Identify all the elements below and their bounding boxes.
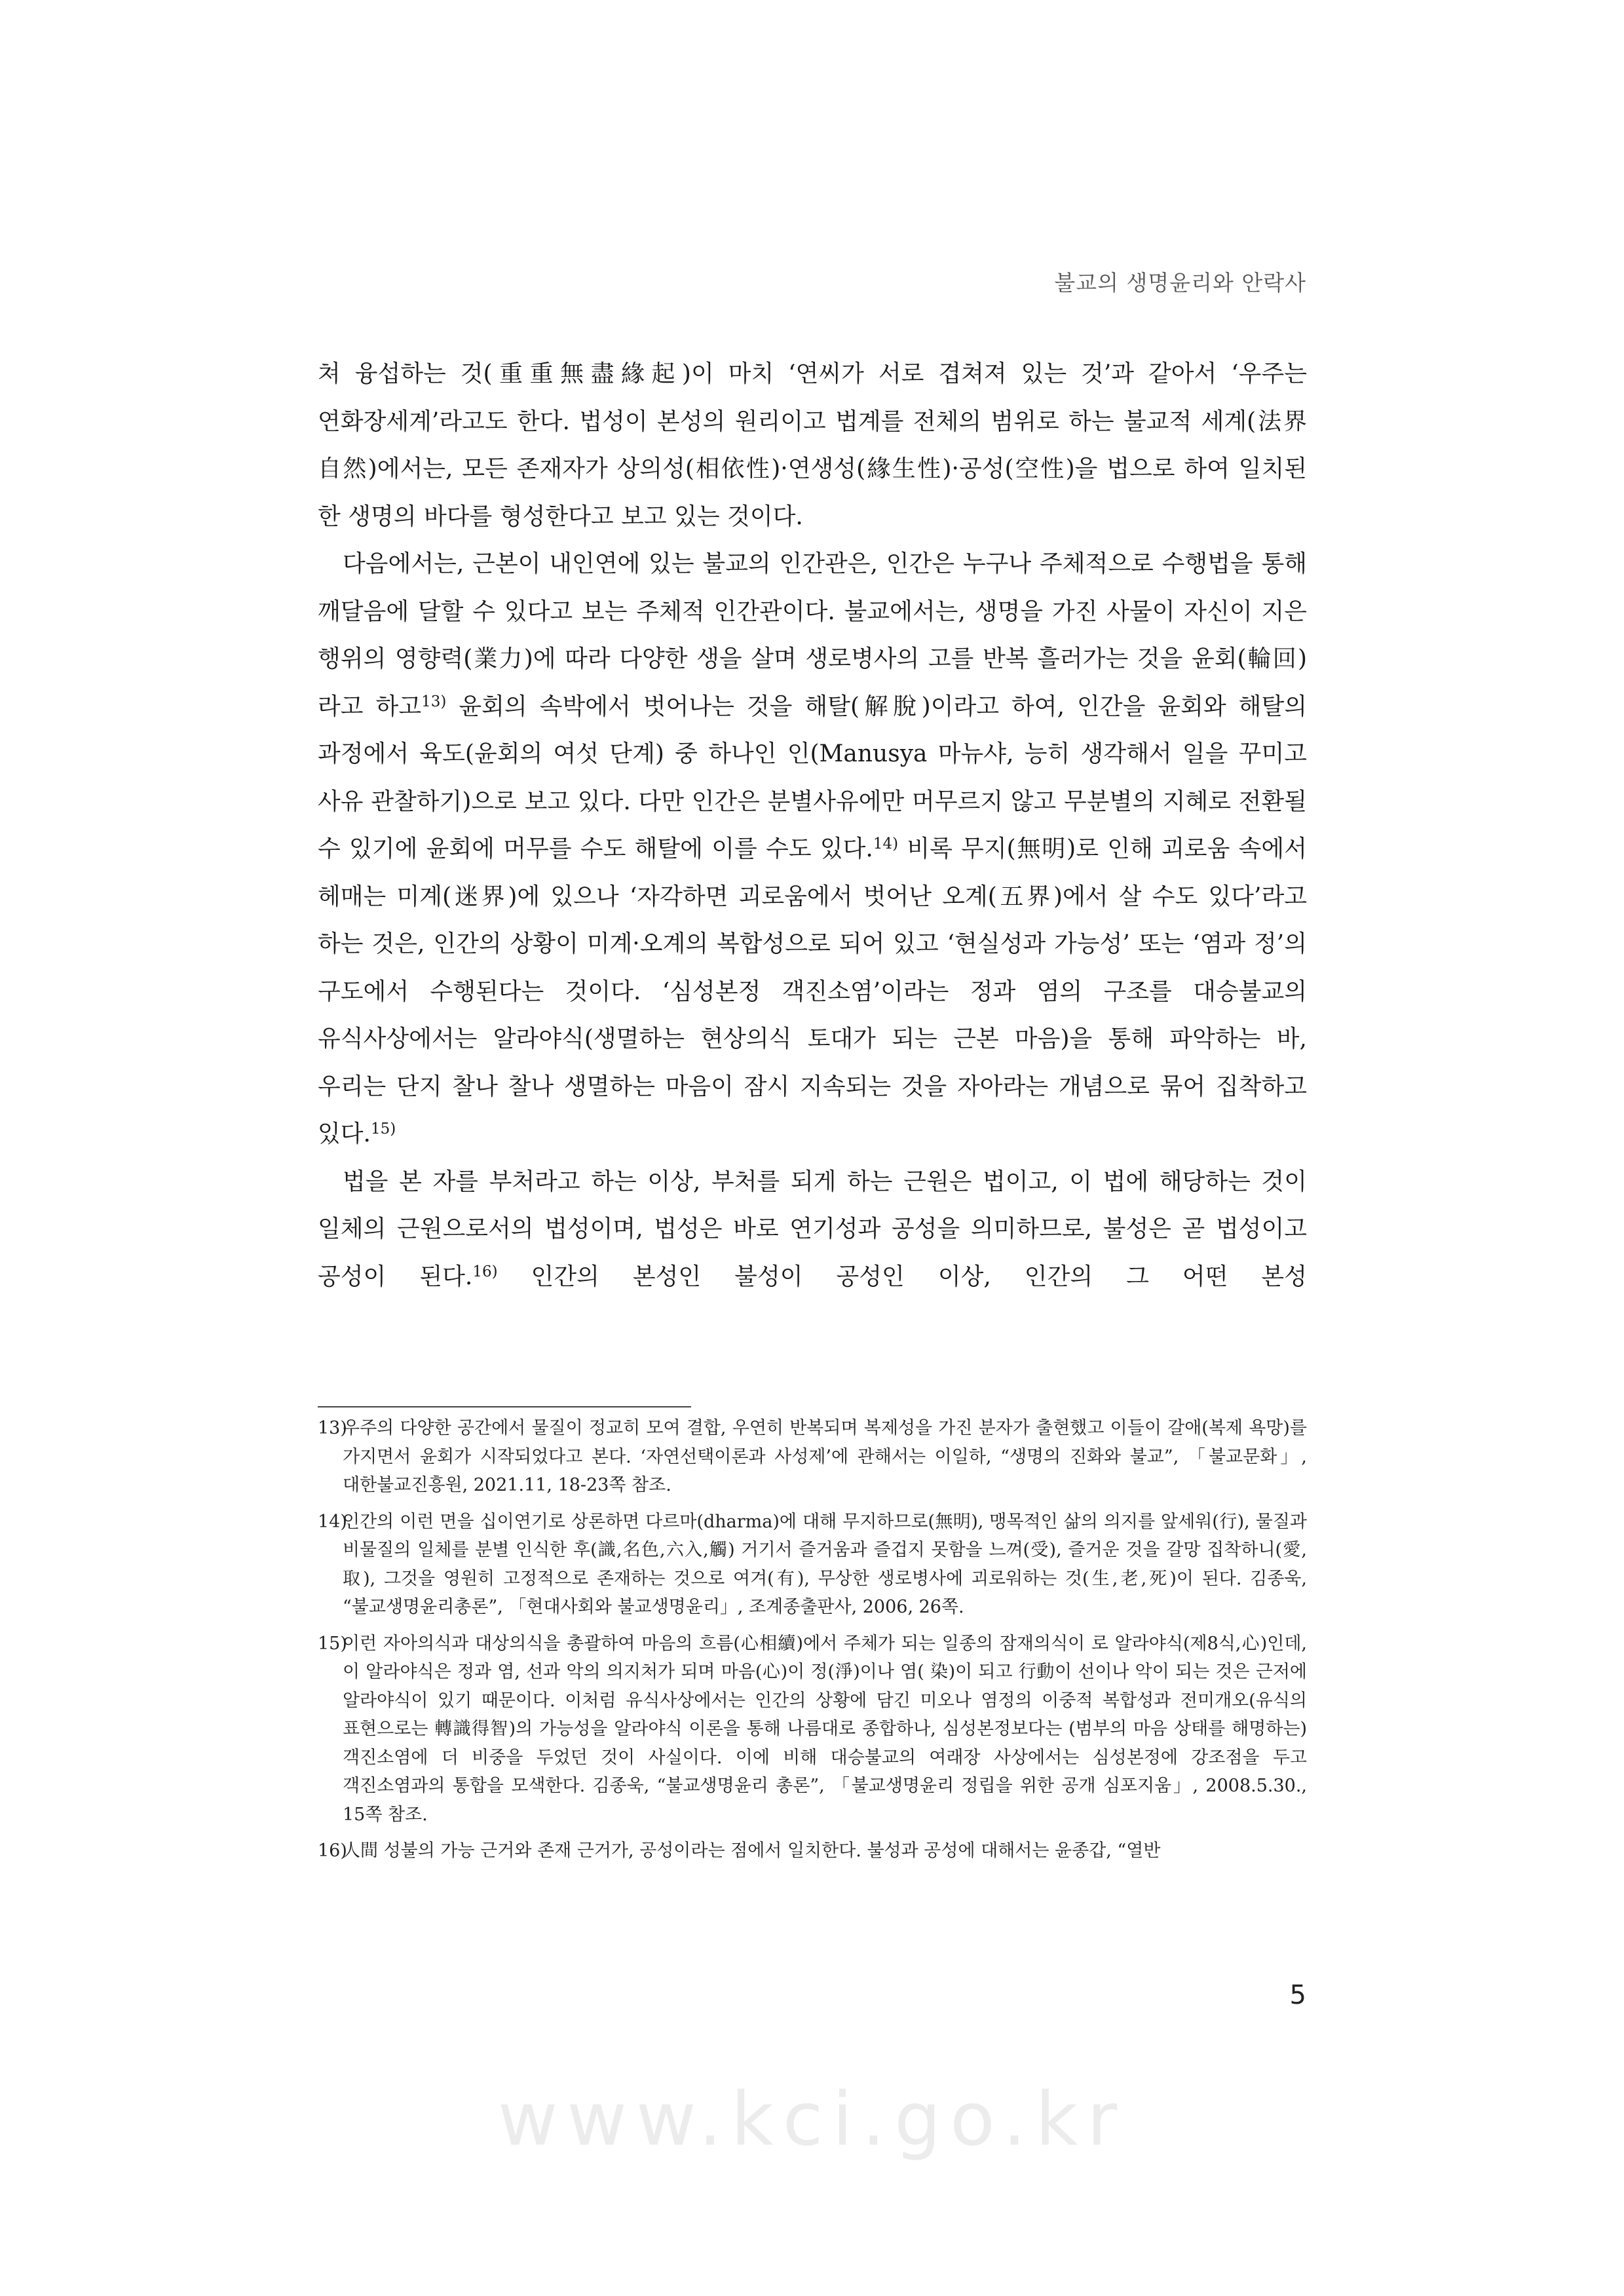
footnote-number: 16) xyxy=(318,1841,347,1861)
footnote-number: 15) xyxy=(318,1633,347,1654)
paragraph-3 xyxy=(318,1158,1307,1301)
footnote-ref-13[interactable]: 13) xyxy=(421,693,447,710)
watermark: www.kci.go.kr xyxy=(497,2077,1127,2162)
footnote-divider xyxy=(318,1406,691,1407)
footnote-15 xyxy=(318,1630,1307,1829)
footnote-text: 인간의 이런 면을 십이연기로 상론하면 다르마(dharma)에 대해 무지하므로(無明), 맹목적인 삶의 의지를 앞세워(行), 물질과 비물질의 일체를 분별 인식한 후(識,名色,六入,觸) 거기서 즐거움과 즐겁지 못함을 느껴(受), 즐거운 것을 갈망 집착하니(愛,取), 그것을 영원히 고정적으로 존재하는 것으로 여겨(有), 무상한 생로병사에 괴로워하는 것(生,老,死)이 된다. 김종욱, “불교생명윤리총론”, 「현대사회와 불교생명윤리」, 조계종출판사, 2006, 26쪽. xyxy=(343,1511,1307,1617)
paragraph-2-part-c: 비록 무지(無明)로 인해 괴로움 속에서 헤매는 미계(迷界)에 있으나 ‘자각하면 괴로움에서 벗어난 오계(五界)에서 살 수도 있다’라고 하는 것은, 인간의 상황이 미계·오계의 복합성으로 되어 있고 ‘현실성과 가능성’ 또는 ‘염과 정’의 구도에서 수행된다는 것이다. ‘심성본정 객진소염’이라는 정과 염의 구조를 대승불교의 유식사상에서는 알라야식(생멸하는 현상의식 토대가 되는 근본 마음)을 통해 파악하는 바, 우리는 단지 찰나 찰나 생멸하는 마음이 잠시 지속되는 것을 자아라는 개념으로 묶어 집착하고 있다. xyxy=(318,835,1307,1147)
paragraph-2-part-b: 윤회의 속박에서 벗어나는 것을 해탈(解脫)이라고 하여, 인간을 윤회와 해탈의 과정에서 육도(윤회의 여섯 단계) 중 하나인 인(Manusya 마뉴샤, 능히 생각해서 일을 꾸미고 사유 관찰하기)으로 보고 있다. 다만 인간은 분별사유에만 머무르지 않고 무분별의 지혜로 전환될 수 있기에 윤회에 머무를 수도 해탈에 이를 수도 있다. xyxy=(318,693,1307,862)
paragraph-1: 쳐 융섭하는 것(重重無盡緣起)이 마치 ‘연씨가 서로 겹쳐져 있는 것’과 같아서 ‘우주는 연화장세계’라고도 한다. 법성이 본성의 원리이고 법계를 전체의 범위로 하는 불교적 세계(法界 自然)에서는, 모든 존재자가 상의성(相依性)·연생성(緣生性)·공성(空性)을 법으로 하여 일치된 한 생명의 바다를 형성한다고 보고 있는 것이다. xyxy=(318,360,1307,530)
footnote-text: 이런 자아의식과 대상의식을 총괄하여 마음의 흐름(心相續)에서 주체가 되는 일종의 잠재의식이 로 알라야식(제8식,心)인데, 이 알라야식은 정과 염, 선과 악의 의지처가 되며 마음(心)이 정(淨)이나 염( 染)이 되고 行動이 선이나 악이 되는 것은 근저에 알라야식이 있기 때문이다. 이처럼 유식사상에서는 인간의 상황에 담긴 미오나 염정의 이중적 복합성과 전미개오(유식의 표현으로는 轉識得智)의 가능성을 알라야식 이론을 통해 나름대로 종합하나, 심성본정보다는 (범부의 마음 상태를 해명하는) 객진소염에 더 비중을 두었던 것이 사실이다. 이에 비해 대승불교의 여래장 사상에서는 심성본정에 강조점을 두고 객진소염과의 통합을 모색한다. 김종욱, “불교생명윤리 총론”, 「불교생명윤리 정립을 위한 공개 심포지움」, 2008.5.30., 15쪽 참조. xyxy=(343,1633,1307,1825)
footnote-16 xyxy=(318,1837,1307,1866)
footnote-13 xyxy=(318,1414,1307,1500)
page-number: 5 xyxy=(1289,1980,1306,2010)
footnote-text: 우주의 다양한 공간에서 물질이 정교히 모여 결합, 우연히 반복되며 복제성을 가진 분자가 출현했고 이들이 갈애(복제 욕망)를 가지면서 윤회가 시작되었다고 본다. ‘자연선택이론과 사성제’에 관해서는 이일하, “생명의 진화와 불교”, 「불교문화」, 대한불교진흥원, 2021.11, 18-23쪽 참조. xyxy=(343,1418,1307,1495)
footnote-ref-14[interactable]: 14) xyxy=(873,835,899,852)
running-head: 불교의 생명윤리와 안락사 xyxy=(1054,270,1306,296)
footnote-number: 14) xyxy=(318,1511,347,1532)
body-text xyxy=(318,351,1307,1301)
footnote-ref-16[interactable]: 16) xyxy=(472,1263,498,1280)
paragraph-3-part-b: 인간의 본성인 불성이 공성인 이상, 인간의 그 어떤 본성 xyxy=(497,1263,1307,1290)
paragraph-2-part-a: 다음에서는, 근본이 내인연에 있는 불교의 인간관은, 인간은 누구나 주체적으로 수행법을 통해 깨달음에 달할 수 있다고 보는 주체적 인간관이다. 불교에서는, 생명을 가진 사물이 자신이 지은 행위의 영향력(業力)에 따라 다양한 생을 살며 생로병사의 고를 반복 흘러가는 것을 윤회(輪回)라고 하고 xyxy=(318,550,1307,720)
footnote-text: 人間 성불의 가능 근거와 존재 근거가, 공성이라는 점에서 일치한다. 불성과 공성에 대해서는 윤종갑, “열반 xyxy=(343,1841,1161,1861)
footnotes xyxy=(318,1414,1307,1873)
paragraph-2 xyxy=(318,541,1307,1158)
paragraph-3-part-a: 법을 본 자를 부처라고 하는 이상, 부처를 되게 하는 근원은 법이고, 이 법에 해당하는 것이 일체의 근원으로서의 법성이며, 법성은 바로 연기성과 공성을 의미하므로, 불성은 곧 법성이고 공성이 된다. xyxy=(318,1168,1307,1290)
footnote-ref-15[interactable]: 15) xyxy=(371,1120,396,1138)
footnote-number: 13) xyxy=(318,1418,347,1438)
footnote-14 xyxy=(318,1508,1307,1622)
